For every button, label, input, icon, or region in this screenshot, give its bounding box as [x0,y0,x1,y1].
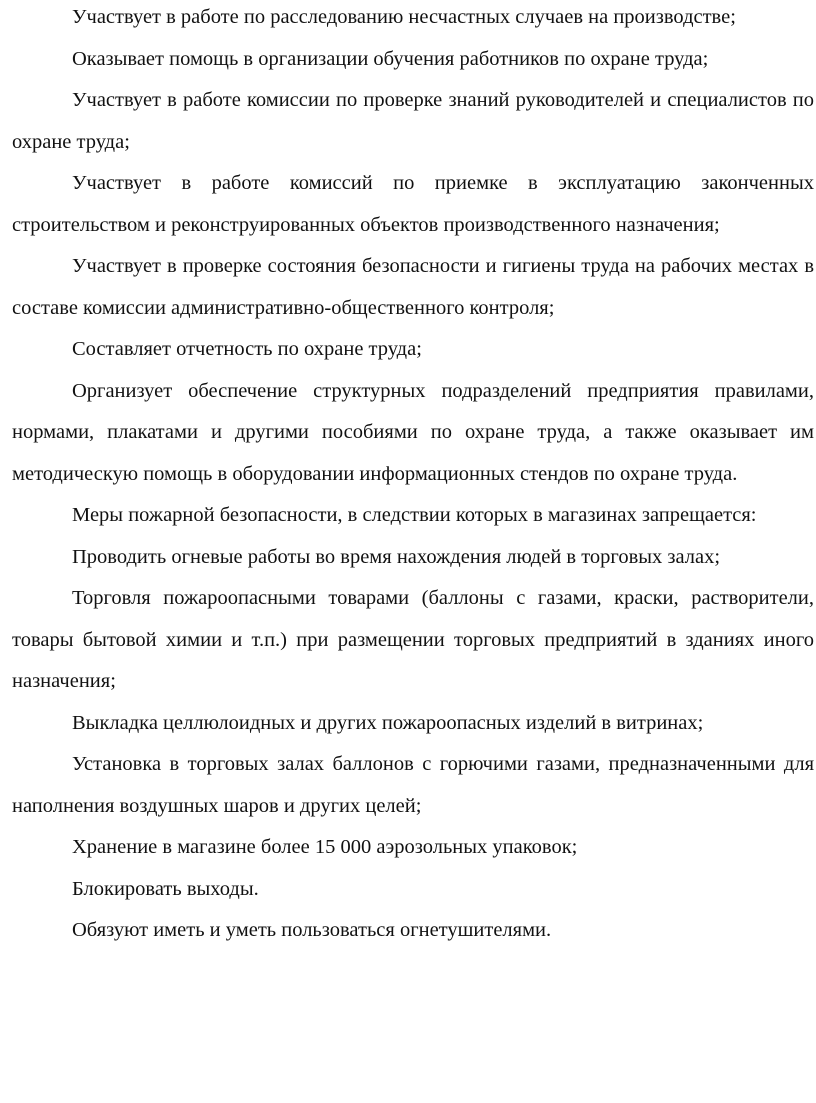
paragraph-provision-materials: Организует обеспечение структурных подразделений предприятия правилами, нормами, плакатами и другими пособиями по охране труда, а также оказывает им методическую помощь в оборудовании информационных стендов по охране труда. [12,379,814,485]
paragraph-training-assistance: Оказывает помощь в организации обучения работников по охране труда; [72,47,709,70]
paragraph-hot-work: Проводить огневые работы во время нахождения людей в торговых залах; [72,545,721,568]
paragraph-safety-inspection: Участвует в проверке состояния безопасности и гигиены труда на рабочих местах в составе комиссии административно-общественного контроля; [12,255,814,319]
paragraph-accident-investigation: Участвует в работе по расследованию несчастных случаев на производстве; [72,6,736,28]
paragraph-acceptance-commission: Участвует в работе комиссий по приемке в эксплуатацию законченных строительством и реконструированных объектов производственного назначения; [12,172,814,236]
paragraph-knowledge-commission: Участвует в работе комиссии по проверке знаний руководителей и специалистов по охране труда; [12,89,814,153]
paragraph-blocking-exits: Блокировать выходы. [72,877,259,900]
paragraph-reporting: Составляет отчетность по охране труда; [72,338,422,360]
document-page [12,0,814,952]
paragraph-gas-cylinders: Установка в торговых залах баллонов с горючими газами, предназначенными для наполнения воздушных шаров и других целей; [12,753,814,817]
paragraph-fire-safety-intro: Меры пожарной безопасности, в следствии которых в магазинах запрещается: [72,504,757,526]
paragraph-celluloid-display: Выкладка целлюлоидных и других пожароопасных изделий в витринах; [72,711,704,734]
paragraph-extinguishers: Обязуют иметь и уметь пользоваться огнетушителями. [72,919,552,941]
paragraph-aerosol-storage: Хранение в магазине более 15 000 аэрозольных упаковок; [72,836,578,858]
paragraph-flammable-goods: Торговля пожароопасными товарами (баллоны с газами, краски, растворители, товары бытовой химии и т.п.) при размещении торговых предприятий в зданиях иного назначения; [12,587,814,692]
